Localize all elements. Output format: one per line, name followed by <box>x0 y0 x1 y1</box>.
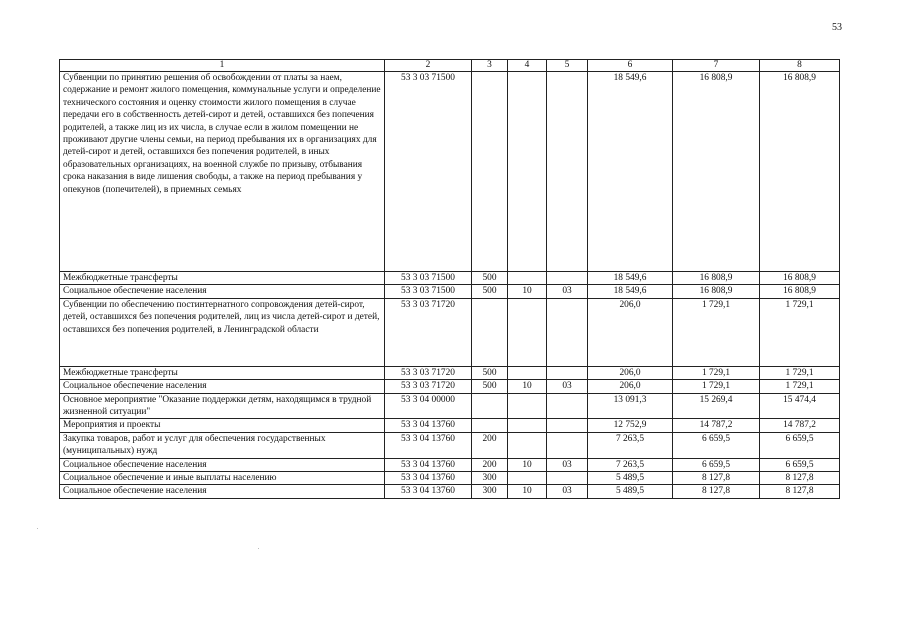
row-col5 <box>547 72 588 272</box>
table-row <box>60 366 840 379</box>
row-value-7: 1 729,1 <box>673 366 760 379</box>
row-name: Социальное обеспечение населения <box>60 285 385 298</box>
row-value-8: 1 729,1 <box>760 366 840 379</box>
row-code: 53 3 04 13760 <box>385 485 472 498</box>
row-value-6: 206,0 <box>588 380 673 393</box>
row-value-8: 14 787,2 <box>760 419 840 432</box>
table-row <box>60 285 840 298</box>
row-name: Социальное обеспечение населения <box>60 458 385 471</box>
col-header-1: 1 <box>60 60 385 72</box>
row-col5 <box>547 472 588 485</box>
table-row <box>60 472 840 485</box>
table-row <box>60 485 840 498</box>
row-col3 <box>472 298 508 366</box>
row-value-7: 1 729,1 <box>673 298 760 366</box>
col-header-7: 7 <box>673 60 760 72</box>
row-col4 <box>508 298 547 366</box>
table-row <box>60 419 840 432</box>
row-value-8: 6 659,5 <box>760 458 840 471</box>
row-value-6: 18 549,6 <box>588 272 673 285</box>
row-value-8: 1 729,1 <box>760 380 840 393</box>
row-name: Субвенции по обеспечению постинтернатного сопровождения детей-сирот, детей, оставшихся без попечения родителей, лиц из числа детей-сирот и детей, оставшихся без попечения родителей, в Ленинградской области <box>60 298 385 366</box>
row-col5 <box>547 393 588 419</box>
row-value-8: 16 808,9 <box>760 72 840 272</box>
table-row <box>60 72 840 272</box>
row-col4: 10 <box>508 285 547 298</box>
row-col3 <box>472 419 508 432</box>
row-col5: 03 <box>547 380 588 393</box>
row-col3: 500 <box>472 272 508 285</box>
row-value-7: 8 127,8 <box>673 485 760 498</box>
row-name: Мероприятия и проекты <box>60 419 385 432</box>
row-value-8: 8 127,8 <box>760 485 840 498</box>
page-number: 53 <box>832 22 842 33</box>
row-value-7: 16 808,9 <box>673 272 760 285</box>
row-code: 53 3 03 71500 <box>385 272 472 285</box>
row-value-8: 1 729,1 <box>760 298 840 366</box>
row-name: Межбюджетные трансферты <box>60 366 385 379</box>
row-value-6: 206,0 <box>588 366 673 379</box>
row-col3: 500 <box>472 380 508 393</box>
row-value-8: 8 127,8 <box>760 472 840 485</box>
row-col4 <box>508 419 547 432</box>
row-code: 53 3 03 71720 <box>385 366 472 379</box>
table-row <box>60 272 840 285</box>
row-name: Социальное обеспечение и иные выплаты населению <box>60 472 385 485</box>
row-col3 <box>472 393 508 419</box>
row-col3: 200 <box>472 432 508 458</box>
row-value-6: 206,0 <box>588 298 673 366</box>
row-name: Социальное обеспечение населения <box>60 485 385 498</box>
row-name: Основное мероприятие "Оказание поддержки детям, находящимся в трудной жизненной ситуации" <box>60 393 385 419</box>
row-value-6: 18 549,6 <box>588 285 673 298</box>
row-value-7: 6 659,5 <box>673 432 760 458</box>
row-col4 <box>508 72 547 272</box>
row-value-7: 6 659,5 <box>673 458 760 471</box>
row-col3: 500 <box>472 285 508 298</box>
row-code: 53 3 03 71720 <box>385 298 472 366</box>
row-col4 <box>508 472 547 485</box>
table-row <box>60 380 840 393</box>
row-value-7: 8 127,8 <box>673 472 760 485</box>
row-value-8: 16 808,9 <box>760 285 840 298</box>
row-code: 53 3 03 71500 <box>385 285 472 298</box>
row-col4 <box>508 432 547 458</box>
row-col5: 03 <box>547 285 588 298</box>
row-name: Социальное обеспечение населения <box>60 380 385 393</box>
row-value-7: 16 808,9 <box>673 285 760 298</box>
row-value-8: 15 474,4 <box>760 393 840 419</box>
row-col4 <box>508 366 547 379</box>
row-code: 53 3 04 13760 <box>385 458 472 471</box>
row-value-6: 18 549,6 <box>588 72 673 272</box>
row-col5 <box>547 272 588 285</box>
col-header-8: 8 <box>760 60 840 72</box>
col-header-4: 4 <box>508 60 547 72</box>
row-col5 <box>547 419 588 432</box>
row-code: 53 3 04 13760 <box>385 472 472 485</box>
row-col3: 200 <box>472 458 508 471</box>
row-code: 53 3 03 71720 <box>385 380 472 393</box>
row-value-6: 5 489,5 <box>588 485 673 498</box>
table-row <box>60 298 840 366</box>
row-value-7: 14 787,2 <box>673 419 760 432</box>
col-header-2: 2 <box>385 60 472 72</box>
col-header-3: 3 <box>472 60 508 72</box>
col-header-5: 5 <box>547 60 588 72</box>
row-name: Межбюджетные трансферты <box>60 272 385 285</box>
row-col4: 10 <box>508 458 547 471</box>
row-col5 <box>547 432 588 458</box>
row-col5: 03 <box>547 458 588 471</box>
header-row <box>60 60 840 72</box>
budget-table <box>59 59 840 499</box>
row-code: 53 3 03 71500 <box>385 72 472 272</box>
scan-speck <box>37 528 38 529</box>
row-value-6: 12 752,9 <box>588 419 673 432</box>
scan-speck <box>258 548 259 549</box>
row-col4 <box>508 272 547 285</box>
row-name: Закупка товаров, работ и услуг для обеспечения государственных (муниципальных) нужд <box>60 432 385 458</box>
table-row <box>60 458 840 471</box>
row-value-7: 1 729,1 <box>673 380 760 393</box>
row-code: 53 3 04 13760 <box>385 419 472 432</box>
row-col3: 500 <box>472 366 508 379</box>
col-header-6: 6 <box>588 60 673 72</box>
row-col3: 300 <box>472 472 508 485</box>
row-value-6: 5 489,5 <box>588 472 673 485</box>
row-value-7: 15 269,4 <box>673 393 760 419</box>
row-value-8: 16 808,9 <box>760 272 840 285</box>
table-row <box>60 432 840 458</box>
row-value-6: 7 263,5 <box>588 432 673 458</box>
row-value-6: 13 091,3 <box>588 393 673 419</box>
row-code: 53 3 04 13760 <box>385 432 472 458</box>
row-value-7: 16 808,9 <box>673 72 760 272</box>
row-col5: 03 <box>547 485 588 498</box>
row-col4 <box>508 393 547 419</box>
row-value-6: 7 263,5 <box>588 458 673 471</box>
row-value-8: 6 659,5 <box>760 432 840 458</box>
table-row <box>60 393 840 419</box>
row-col5 <box>547 298 588 366</box>
row-col4: 10 <box>508 485 547 498</box>
row-col3: 300 <box>472 485 508 498</box>
row-col4: 10 <box>508 380 547 393</box>
row-code: 53 3 04 00000 <box>385 393 472 419</box>
row-name: Субвенции по принятию решения об освобождении от платы за наем, содержание и ремонт жилого помещения, коммунальные услуги и определение технического состояния и оценку стоимости жилого помещения в случае передачи его в собственность детей-сирот и детей, оставшихся без попечения родителей, а также лиц из их числа, в случае если в жилом помещении не проживают другие члены семьи, на период пребывания их в организациях для детей-сирот и детей, оставшихся без попечения родителей, в иных образовательных организациях, на военной службе по призыву, отбывания срока наказания в виде лишения свободы, а также на период пребывания у опекунов (попечителей), в приемных семьях <box>60 72 385 272</box>
row-col5 <box>547 366 588 379</box>
row-col3 <box>472 72 508 272</box>
